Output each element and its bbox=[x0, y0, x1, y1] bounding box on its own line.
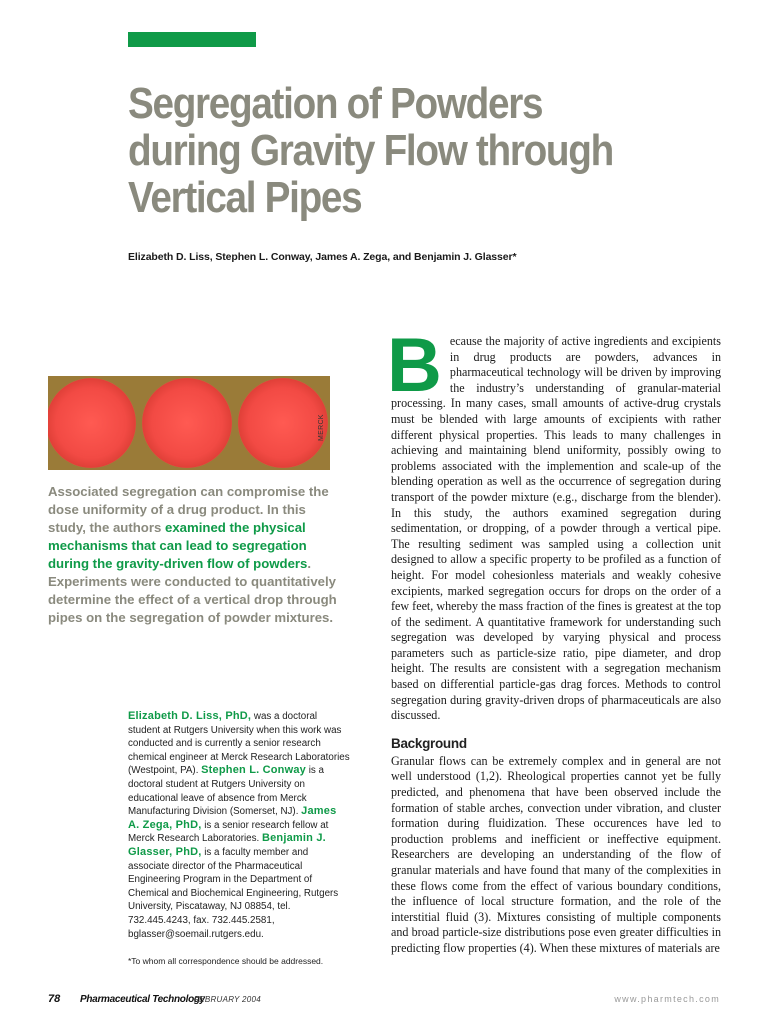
bio-text: is a senior research fellow at Merck Research Laboratories. bbox=[128, 819, 329, 845]
bio-author-name: James A. Zega, PhD, bbox=[128, 805, 337, 831]
website-url: www.pharmtech.com bbox=[614, 994, 720, 1004]
drop-cap: B bbox=[387, 323, 442, 408]
journal-name: Pharmaceutical Technology bbox=[80, 994, 205, 1005]
powder-sample-photo bbox=[48, 376, 330, 470]
pull-quote-text: Associated segregation can compromise the dose uniformity of a drug product. In this study, the authors bbox=[48, 484, 329, 535]
bio-text: is a doctoral student at Rutgers University on educational leave of absence from Merck Manufacturing Division (Somerset, NJ). bbox=[128, 765, 324, 818]
background-paragraph: Granular flows can be extremely complex and in general are not well understood (1,2). Rheological properties cannot yet be fully predicted, and phenomena that have been observed include the formation of stable arches, convection under vibration, and cluster formation during fluidization. These occurences have led to production problems and inefficient or ineffective equipment. Researchers are developing an understanding of the flow of granular materials and have found that many of the complexities in these flows come from the effect of various boundary conditions, the influence of local structure formation, and the role of the interstitial fluid (3). Mixtures consisting of multiple components and broad particle-size distributions pose even greater difficulties in predicting flow properties (4). When these mixtures of materials are bbox=[391, 753, 721, 955]
issue-date: FEBRUARY 2004 bbox=[194, 995, 262, 1004]
bio-author-name: Benjamin J. Glasser, PhD, bbox=[128, 832, 326, 858]
pull-quote bbox=[48, 483, 340, 627]
pull-quote-text: . Experiments were conducted to quantitatively determine the effect of a vertical drop through pipes on the segregation of powder mixtures. bbox=[48, 556, 337, 625]
page-number: 78 bbox=[48, 993, 61, 1005]
photo-credit: MERCK bbox=[318, 414, 325, 441]
article-body bbox=[387, 323, 721, 957]
bio-text: was a doctoral student at Rutgers University when this work was conducted and is currently a senior research chemical engineer at Merck Research Laboratories (Westpoint, PA). bbox=[128, 711, 350, 777]
bio-text: is a faculty member and associate director of the Pharmaceutical Engineering Program in the Department of Chemical and Biochemical Engineering, Rutgers University, Piscataway, NJ 08854, tel. 732.445.4243, fax. 732.445.2581, bglasser@soemail.rutgers.edu. bbox=[128, 846, 339, 940]
page-footer bbox=[48, 993, 720, 1007]
sample-disk bbox=[142, 378, 232, 468]
section-heading: Background bbox=[391, 735, 467, 751]
sample-disk bbox=[238, 378, 328, 468]
sample-disk bbox=[48, 378, 136, 468]
article-authors: Elizabeth D. Liss, Stephen L. Conway, James A. Zega, and Benjamin J. Glasser* bbox=[128, 251, 517, 263]
correspondence-footnote: *To whom all correspondence should be addressed. bbox=[128, 956, 324, 966]
bio-author-name: Stephen L. Conway bbox=[201, 764, 306, 777]
author-bios bbox=[128, 710, 350, 941]
pull-quote-highlight: examined the physical mechanisms that can lead to segregation during the gravity-driven flow of powders bbox=[48, 520, 308, 571]
article-title: Segregation of Powders during Gravity Flow through Vertical Pipes bbox=[128, 79, 613, 222]
intro-paragraph: ecause the majority of active ingredients and excipients in drug products are powders, advances in pharmaceutical technology will be driven by improving the industry’s understanding of granular-material processing. In many cases, small amounts of active-drug crystals must be blended with large amounts of excipients with rather different physical properties. This leads to many challenges in achieving and maintaining blend uniformity, possibly owing to problems associated with the implemention and scale-up of the blending operation as well as the occurrence of segregation during transport of the powder mixture (e.g., discharge from the blender). In this study, the authors examined segregation during sedimentation, or dropping, of a powder through a vertical pipe. The resulting sediment was sampled using a collection unit designed to allow a specific property to be profiled as a function of height. For model cohesionless materials and weakly cohesive excipients, marked segregation occurs for drops on the order of a few feet, whereby the mass fraction of the fines is greatest at the top of the sediment. A quantitative framework for understanding such segregation was developed by varying physical and process parameters such as particle-size ratio, pipe diameter, and drop height. The results are consistent with a segregation mechanism based on differential particle-gas drag forces. Methods to control segregation during gravity-driven drops of pharmaceuticals are also discussed. bbox=[391, 334, 721, 723]
bio-author-name: Elizabeth D. Liss, PhD, bbox=[128, 710, 252, 722]
section-color-bar bbox=[128, 32, 256, 47]
